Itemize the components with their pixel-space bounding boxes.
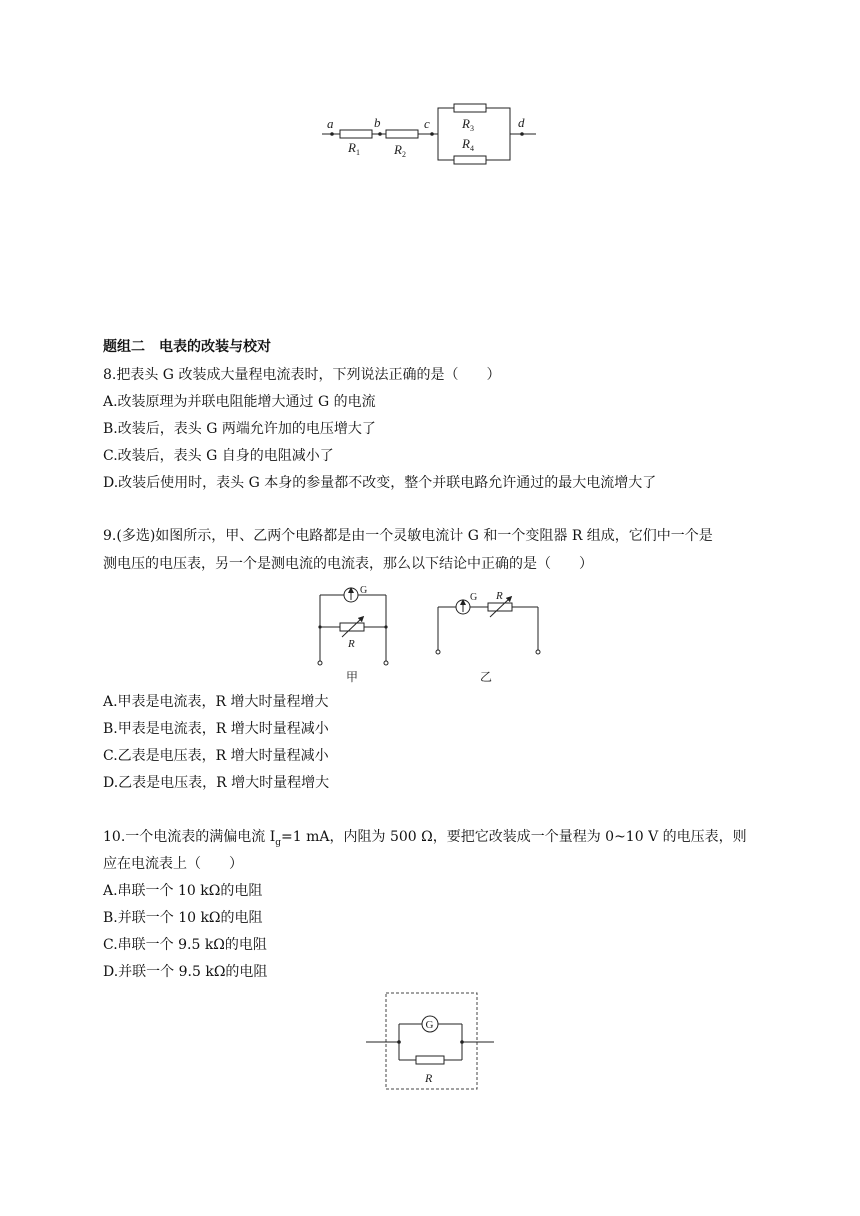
resistor-r4 [454,156,486,164]
resistor-r1 [340,130,372,138]
r2-label: $R_2$ [394,142,406,159]
node-c-label: c [424,116,430,131]
caption-jia: 甲 [346,670,359,684]
g-label-jia: G [360,585,368,596]
q9-option-b: B.甲表是电流表，R 增大时量程减小 [103,721,329,737]
shunt-circuit-figure [366,990,496,1092]
r-label-jia: R [348,638,355,650]
node-c-dot [430,132,434,136]
q9-stem-line1: 9.(多选)如图所示，甲、乙两个电路都是由一个灵敏电流计 G 和一个变阻器 R 组成，它们中一个是 [103,528,713,544]
node-b-label: b [374,115,381,130]
q8-option-c: C.改装后，表头 G 自身的电阻减小了 [103,448,334,464]
q10-option-a: A.串联一个 10 kΩ的电阻 [103,883,263,899]
r-label-yi: R [496,590,503,602]
q10-stem-line1 [103,828,747,852]
q9-option-a: A.甲表是电流表，R 增大时量程增大 [103,694,329,710]
r1-label: $R_1$ [348,140,360,157]
q10-option-c: C.串联一个 9.5 kΩ的电阻 [103,937,267,953]
q8-stem: 8.把表头 G 改装成大量程电流表时，下列说法正确的是（ ） [103,367,501,383]
node-b-dot [378,132,382,136]
q8-option-b: B.改装后，表头 G 两端允许加的电压增大了 [103,421,376,437]
meter-circuits-figure [308,585,558,685]
q8-option-a: A.改装原理为并联电阻能增大通过 G 的电流 [103,394,376,410]
section-title: 题组二 电表的改装与校对 [103,339,271,355]
shunt-r-label: R [425,1071,433,1085]
q10-stem-post: =1 mA，内阻为 500 Ω，要把它改装成一个量程为 0~10 V 的电压表，则 [281,829,747,845]
node-a-label: a [327,116,334,131]
circuit-yi [436,598,540,654]
circuit-jia [318,588,388,665]
node-a-dot [330,132,334,136]
q10-stem-line2: 应在电流表上（ ） [103,856,243,872]
q9-option-c: C.乙表是电压表，R 增大时量程减小 [103,748,329,764]
g-label-yi: G [470,592,478,603]
q10-option-d: D.并联一个 9.5 kΩ的电阻 [103,964,268,980]
node-d-dot [520,132,524,136]
q10-option-b: B.并联一个 10 kΩ的电阻 [103,910,263,926]
node-d-label: d [518,115,525,130]
q8-option-d: D.改装后使用时，表头 G 本身的参量都不改变，整个并联电路允许通过的最大电流增大了 [103,475,657,491]
resistor-r2 [386,130,418,138]
r4-label: $R_4$ [462,136,474,153]
caption-yi: 乙 [480,670,493,684]
resistor-network-figure [318,98,548,170]
shunt-resistor [416,1056,444,1064]
q9-option-d: D.乙表是电压表，R 增大时量程增大 [103,775,330,791]
r3-label: $R_3$ [462,116,474,133]
q9-stem-line2: 测电压的电压表，另一个是测电流的电流表，那么以下结论中正确的是（ ） [103,556,593,572]
galvanometer-label: G [425,1019,434,1031]
q10-stem-pre: 10.一个电流表的满偏电流 I [103,829,276,845]
q10-stem-sub: g [275,837,282,848]
resistor-r3 [454,104,486,112]
